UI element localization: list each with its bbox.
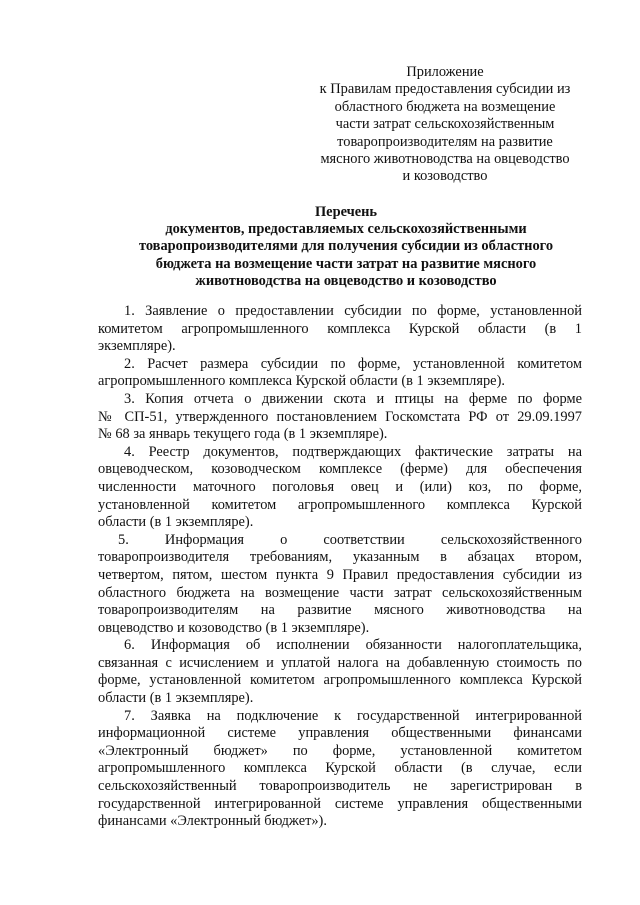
list-item-3 (98, 391, 582, 444)
list-item-1 (98, 303, 582, 356)
annex-header (300, 64, 590, 186)
list-item-line: форме, установленной комитетом агропромышленного комплекса Курской (98, 672, 582, 689)
list-item-line: области (в 1 экземпляре). (98, 690, 254, 707)
list-item-line: овцеводство и козоводство (в 1 экземпляре). (98, 619, 370, 636)
list-item-line: «Электронный бюджет» по форме, установленной комитетом (98, 742, 582, 759)
list-item-line: № 68 за январь текущего года (в 1 экземпляре). (98, 426, 388, 443)
title-line: животноводства на овцеводство и козоводство (195, 272, 497, 289)
document-list (98, 303, 582, 831)
list-item-line: областного бюджета на возмещение части затрат сельскохозяйственным (98, 584, 582, 601)
list-item-line: комитетом агропромышленного комплекса Курской области (в 1 (98, 320, 582, 337)
list-item-line: 1. Заявление о предоставлении субсидии по форме, установленной (124, 303, 582, 319)
title-line: товаропроизводителями для получения субсидии из областного (138, 238, 554, 255)
list-item-line: агропромышленного комплекса Курской области (в 1 экземпляре). (98, 373, 505, 390)
annex-line: и козоводство (402, 168, 488, 185)
list-item-line: агропромышленного комплекса Курской области (в случае, если (98, 760, 582, 777)
list-item-line: экземпляре). (98, 338, 176, 355)
list-item-line: финансами «Электронный бюджет»). (98, 813, 327, 830)
list-item-line: овцеводческом, козоводческом комплексе (ферме) для обеспечения (98, 461, 582, 478)
list-item-line: четвертом, пятом, шестом пункта 9 Правил предоставления субсидии из (98, 566, 582, 583)
list-item-line: 2. Расчет размера субсидии по форме, установленной комитетом (124, 355, 582, 372)
list-item-6 (98, 637, 582, 707)
list-item-7 (98, 708, 582, 831)
list-item-line: установленной комитетом агропромышленного комплекса Курской (98, 496, 582, 513)
title-line: документов, предоставляемых сельскохозяйственными (165, 221, 527, 238)
annex-line: товаропроизводителям на развитие (337, 133, 553, 150)
list-item-line: товаропроизводителя требованиям, указанным в абзацах втором, (98, 549, 582, 566)
title-line: бюджета на возмещение части затрат на развитие мясного (155, 255, 537, 272)
document-title (96, 204, 596, 290)
list-item-line: 7. Заявка на подключение к государственной интегрированной (124, 707, 582, 724)
list-item-line: численности маточного поголовья овец и (или) коз, по форме, (98, 478, 582, 495)
annex-line: областного бюджета на возмещение (334, 98, 556, 115)
list-item-line: государственной интегрированной системе управления общественными (98, 795, 582, 812)
list-item-line: связанная с исчислением и уплатой налога на добавленную стоимость по (98, 654, 582, 671)
list-item-2 (98, 356, 582, 391)
list-item-4 (98, 444, 582, 532)
list-item-line: 6. Информация об исполнении обязанности налогоплательщика, (124, 637, 582, 654)
list-item-5 (98, 532, 582, 638)
list-item-line: области (в 1 экземпляре). (98, 514, 254, 531)
list-item-line: 4. Реестр документов, подтверждающих фактические затраты на (124, 443, 582, 460)
list-item-line: товаропроизводителям на развитие мясного животноводства на (98, 602, 582, 619)
annex-line: к Правилам предоставления субсидии из (319, 81, 571, 98)
title-line: Перечень (314, 204, 378, 220)
list-item-line: № СП-51, утвержденного постановлением Госкомстата РФ от 29.09.1997 (98, 408, 582, 425)
annex-line: части затрат сельскохозяйственным (335, 116, 555, 133)
annex-line: Приложение (406, 64, 484, 80)
list-item-line: сельскохозяйственный товаропроизводитель не зарегистрирован в (98, 778, 582, 795)
list-item-line: 5. Информация о соответствии сельскохозяйственного (118, 531, 582, 548)
list-item-line: 3. Копия отчета о движении скота и птицы на ферме по форме (124, 390, 582, 407)
annex-line: мясного животноводства на овцеводство (320, 151, 570, 168)
list-item-line: информационной системе управления общественными финансами (98, 725, 582, 742)
